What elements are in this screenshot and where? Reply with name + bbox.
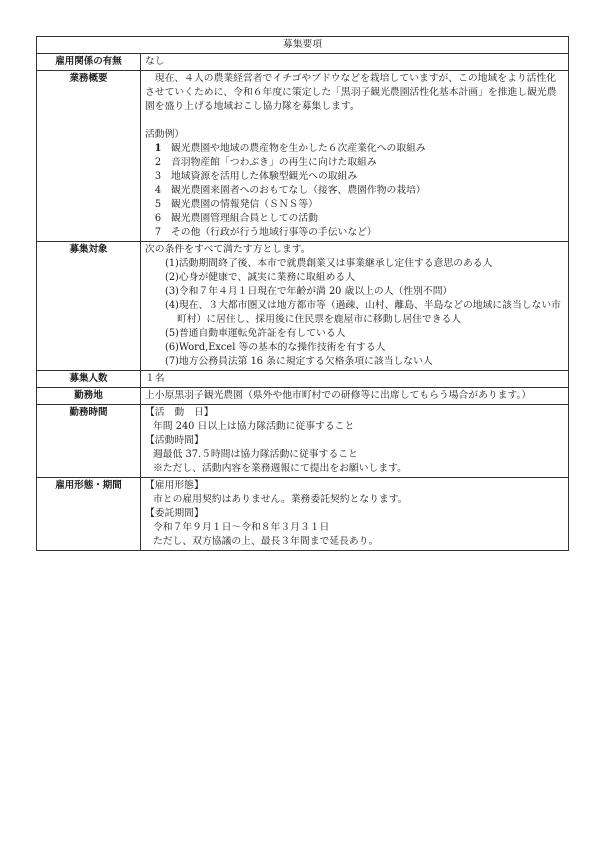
activity-number: 6	[154, 213, 162, 224]
value-form	[141, 478, 569, 551]
activity-number: 2	[154, 157, 162, 168]
hours-heading-time: 【活動時間】	[145, 435, 204, 446]
activity-text: 観光農園の情報発信（ＳＮＳ等）	[171, 199, 318, 210]
activity-text: 観光農園や地域の農産物を生かした６次産業化への取組み	[171, 143, 426, 154]
activity-text: 地域資源を活用した体験型観光への取組み	[171, 171, 358, 182]
activity-text: 観光農園来園者へのおもてなし（接客、農園作物の栽培）	[171, 185, 426, 196]
table-title: 募集要項	[37, 37, 569, 54]
row-location	[37, 388, 569, 405]
hours-heading-days: 【活 動 日】	[145, 407, 214, 418]
eligibility-intro: 次の条件をすべて満たす方とします。	[145, 244, 311, 255]
activity-number: 3	[154, 171, 162, 182]
document	[36, 36, 568, 551]
activity-number: 4	[154, 185, 162, 196]
list-item: (3)令和７年４月１日現在で年齢が満 20 歳以上の人（性別不問）	[165, 286, 453, 297]
list-item: (4)現在、３大都市圏又は地方都市等（過疎、山村、離島、半島などの地域に該当しない市町村）に居住し、採用後に住民票を鹿屋市に移動し居住できる人	[165, 300, 561, 325]
hours-days-text: 年間 240 日以上は協力隊活動に従事すること	[153, 421, 355, 432]
activity-text: その他（行政が行う地域行事等の手伝いなど）	[171, 227, 377, 238]
label-hours: 勤務時間	[37, 405, 141, 478]
value-employment: なし	[141, 54, 569, 71]
form-period-text: 令和７年９月１日～令和８年３月３１日	[153, 522, 330, 533]
activity-text: 観光農園管理組合員としての活動	[171, 213, 318, 224]
label-form: 雇用形態・期間	[37, 478, 141, 551]
title-row	[37, 37, 569, 54]
list-item	[145, 198, 564, 212]
row-employment	[37, 54, 569, 71]
row-overview	[37, 71, 569, 242]
hours-time-text: 週最低 37.５時間は協力隊活動に従事すること	[153, 449, 358, 460]
hours-note: ※ただし、活動内容を業務週報にて提出をお願いします。	[153, 463, 407, 474]
label-headcount: 募集人数	[37, 371, 141, 388]
list-item	[145, 184, 564, 198]
value-headcount: １名	[141, 371, 569, 388]
row-form	[37, 478, 569, 551]
activity-number: 5	[154, 199, 162, 210]
list-item: (7)地方公務員法第 16 条に規定する欠格条項に該当しない人	[165, 356, 433, 367]
activities-heading: 活動例）	[145, 129, 185, 140]
form-type-text: 市との雇用契約はありません。業務委託契約となります。	[153, 494, 408, 505]
list-item	[145, 170, 564, 184]
form-heading-type: 【雇用形態】	[145, 480, 204, 491]
list-item: (6)Word,Excel 等の基本的な操作技術を有する人	[165, 342, 386, 353]
row-headcount	[37, 371, 569, 388]
row-hours	[37, 405, 569, 478]
label-eligibility: 募集対象	[37, 242, 141, 371]
list-item	[145, 142, 564, 156]
activity-text: 音羽物産館「つわぶき」の再生に向けた取組み	[171, 157, 377, 168]
list-item: (1)活動期間終了後、本市で就農創業又は事業継承し定住する意思のある人	[165, 258, 493, 269]
form-heading-period: 【委託期間】	[145, 508, 204, 519]
value-hours	[141, 405, 569, 478]
label-employment: 雇用関係の有無	[37, 54, 141, 71]
label-overview: 業務概要	[37, 71, 141, 242]
form-extension-text: ただし、双方協議の上、最長３年間まで延長あり。	[153, 536, 379, 547]
list-item	[145, 156, 564, 170]
list-item	[145, 212, 564, 226]
row-eligibility	[37, 242, 569, 371]
activity-number: 7	[154, 227, 162, 238]
value-eligibility	[141, 242, 569, 371]
value-overview	[141, 71, 569, 242]
value-location: 上小原黒羽子観光農園（県外や他市町村での研修等に出席してもらう場合があります。）	[141, 388, 569, 405]
list-item	[145, 226, 564, 240]
recruitment-table	[36, 36, 569, 551]
list-item: (5)普通自動車運転免許証を有している人	[165, 328, 346, 339]
activities-list	[145, 142, 564, 240]
overview-text: 現在、４人の農業経営者でイチゴやブドウなどを栽培していますが、この地域をより活性化させていくために、令和６年度に策定した「黒羽子観光農園活性化基本計画」を推進し観光農園を盛り上げる地域おこし協力隊を募集します。	[145, 73, 557, 112]
activity-number: 1	[154, 143, 162, 154]
label-location: 勤務地	[37, 388, 141, 405]
list-item: (2)心身が健康で、誠実に業務に取組める人	[165, 272, 356, 283]
